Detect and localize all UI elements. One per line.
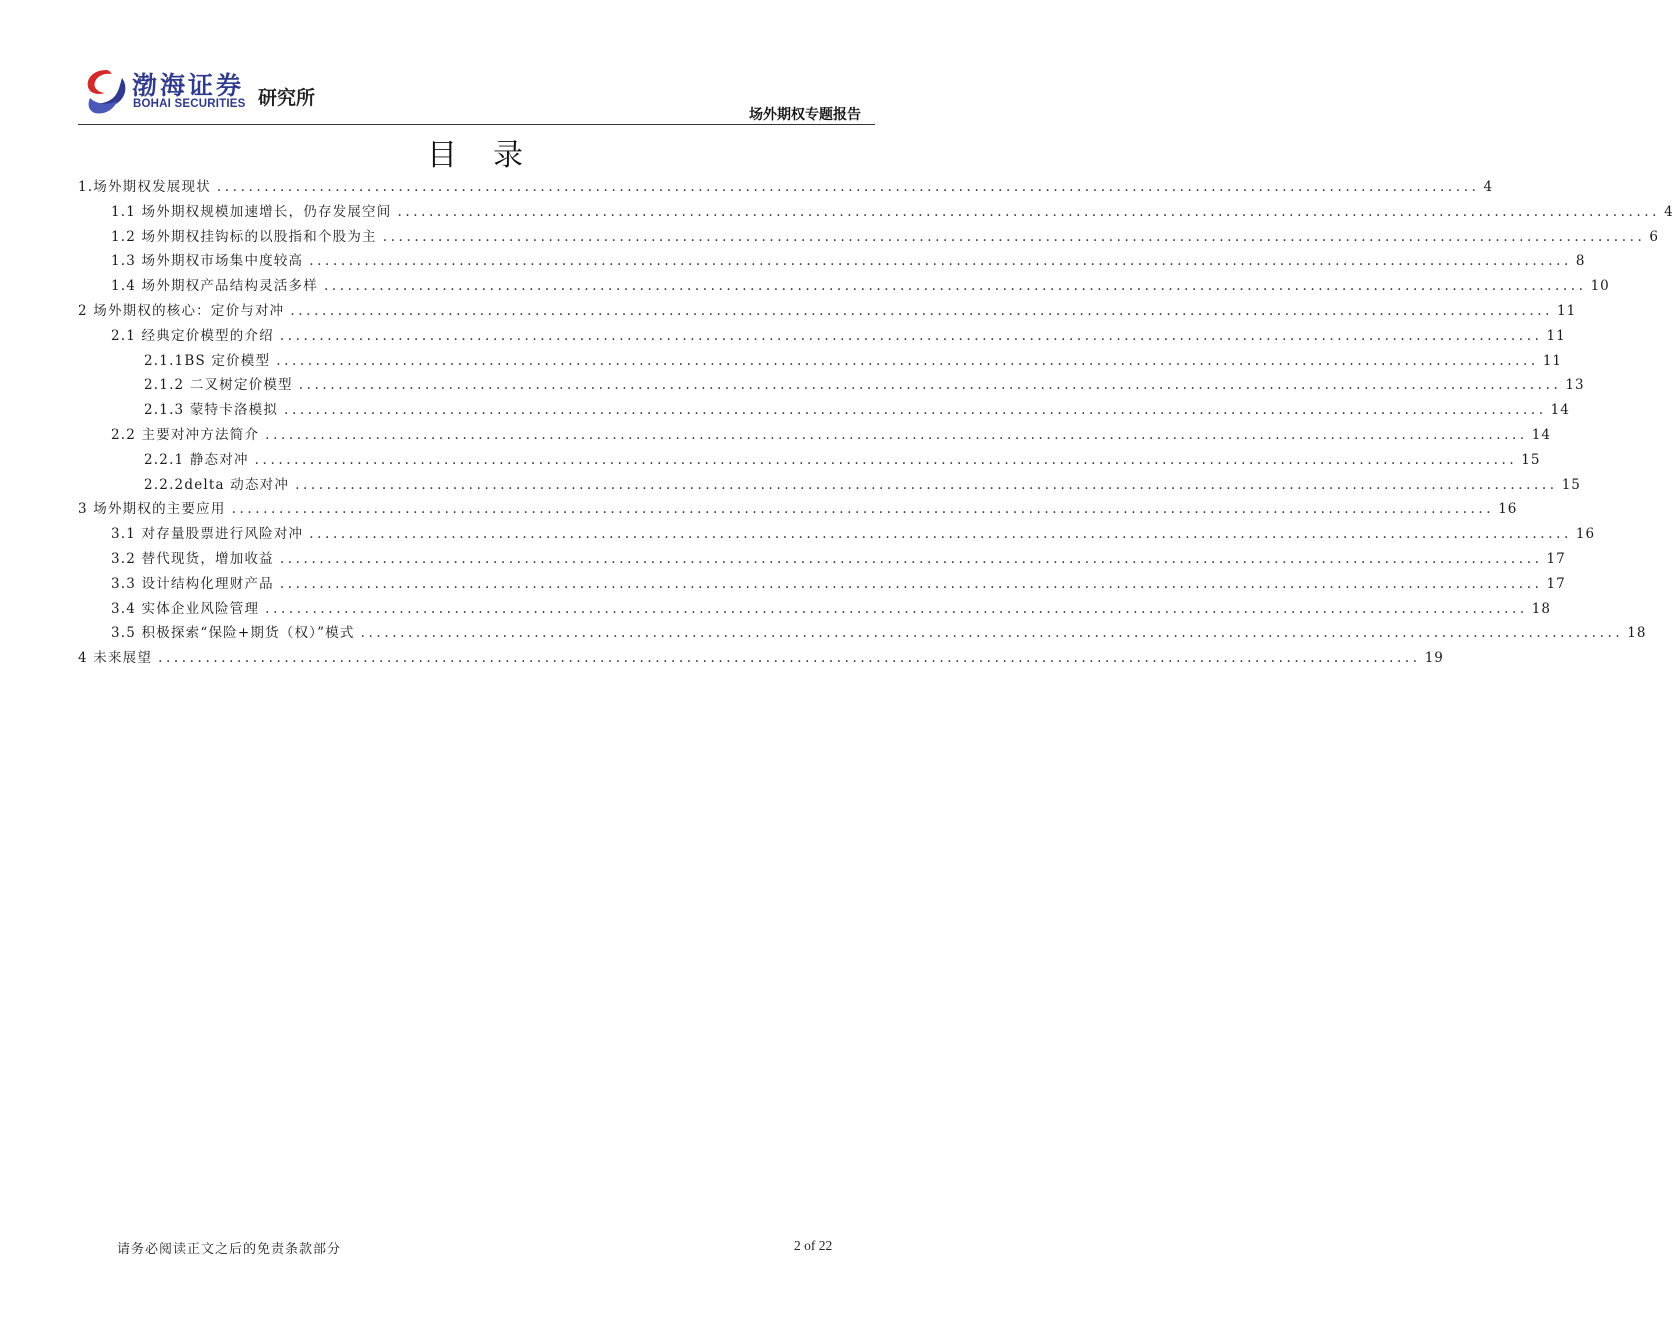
toc-entry[interactable]	[78, 324, 1566, 349]
toc-entry[interactable]	[78, 522, 1596, 547]
toc-entry-page: 17	[1546, 575, 1566, 592]
toc-entry[interactable]	[78, 473, 1581, 498]
toc-entry[interactable]	[78, 572, 1566, 597]
toc-entry-title: 4 未来展望	[78, 650, 153, 667]
toc-leader-dots: ................................................................................................................................................................	[323, 278, 1587, 295]
toc-entry-page: 18	[1627, 625, 1647, 642]
toc-entry[interactable]	[78, 175, 1494, 200]
toc-entry-title: 2 场外期权的核心：定价与对冲	[78, 302, 285, 319]
toc-entry[interactable]	[78, 398, 1570, 423]
toc-entry[interactable]	[78, 547, 1566, 572]
toc-entry-title: 2.2.2delta 动态对冲	[144, 476, 290, 493]
toc-title: 目录	[427, 138, 559, 173]
toc-leader-dots: ................................................................................................................................................................	[276, 352, 1539, 369]
toc-leader-dots: ................................................................................................................................................................	[231, 501, 1495, 518]
toc-leader-dots: ................................................................................................................................................................	[158, 650, 1421, 667]
toc-entry[interactable]	[78, 373, 1585, 398]
toc-entry[interactable]	[78, 497, 1518, 522]
toc-entry-title: 1.4 场外期权产品结构灵活多样	[111, 278, 318, 295]
toc-entry-title: 3.1 对存量股票进行风险对冲	[111, 526, 304, 543]
toc-entry-title: 1.2 场外期权挂钩标的以股指和个股为主	[111, 228, 377, 245]
toc-leader-dots: ................................................................................................................................................................	[265, 426, 1528, 443]
toc-entry-title: 1.1 场外期权规模加速增长，仍存发展空间	[111, 203, 392, 220]
toc-entry-page: 16	[1575, 526, 1596, 543]
toc-entry-title: 2.1.3 蒙特卡洛模拟	[144, 402, 279, 419]
toc-entry-page: 4	[1664, 203, 1674, 220]
toc-entry[interactable]	[78, 274, 1610, 299]
toc-leader-dots: ................................................................................................................................................................	[309, 253, 1572, 270]
toc-entry-page: 18	[1531, 600, 1551, 617]
toc-entry[interactable]	[78, 349, 1563, 374]
toc-entry[interactable]	[78, 225, 1659, 250]
toc-entry-page: 6	[1649, 228, 1659, 245]
toc-entry-page: 11	[1542, 352, 1563, 369]
toc-entry[interactable]	[78, 200, 1674, 225]
toc-entry-title: 2.1 经典定价模型的介绍	[111, 327, 274, 344]
toc-leader-dots: ................................................................................................................................................................	[284, 402, 1547, 419]
toc-entry-title: 3.4 实体企业风险管理	[111, 600, 260, 617]
page-header	[78, 64, 875, 126]
toc-entry-page: 10	[1590, 278, 1610, 295]
toc-leader-dots: ................................................................................................................................................................	[397, 203, 1661, 220]
toc-entry-page: 17	[1546, 550, 1566, 567]
page-indicator: 2 of 22	[794, 1238, 833, 1253]
toc-entry-title: 3.3 设计结构化理财产品	[111, 575, 274, 592]
toc-entry-page: 11	[1557, 302, 1577, 319]
toc-entry-page: 14	[1550, 402, 1570, 419]
brand-name-cn: 渤海证券	[132, 71, 245, 100]
institute-name: 研究所	[258, 87, 316, 109]
toc-leader-dots: ................................................................................................................................................................	[216, 179, 1480, 195]
toc-entry-title: 2.2 主要对冲方法简介	[111, 426, 260, 443]
toc-entry-page: 4	[1483, 179, 1494, 195]
toc-entry-page: 15	[1561, 476, 1581, 493]
toc-leader-dots: ................................................................................................................................................................	[298, 377, 1562, 394]
toc-leader-dots: ................................................................................................................................................................	[295, 476, 1558, 493]
toc-entry[interactable]	[78, 299, 1577, 324]
toc-entry-title: 2.2.1 静态对冲	[144, 451, 249, 468]
toc-entry-page: 8	[1575, 253, 1586, 270]
toc-entry[interactable]	[78, 423, 1551, 448]
toc-entry-title: 2.1.1BS 定价模型	[144, 352, 271, 369]
toc-leader-dots: ................................................................................................................................................................	[290, 302, 1553, 319]
toc-leader-dots: ................................................................................................................................................................	[279, 550, 1543, 567]
toc-leader-dots: ................................................................................................................................................................	[360, 625, 1624, 642]
bohai-logo-icon	[84, 68, 128, 116]
toc-entry-title: 2.1.2 二叉树定价模型	[144, 377, 293, 394]
toc-leader-dots: ................................................................................................................................................................	[279, 327, 1543, 344]
toc-leader-dots: ................................................................................................................................................................	[254, 451, 1518, 468]
toc-entry-page: 16	[1498, 501, 1518, 518]
toc-entry-title: 1.场外期权发展现状	[78, 179, 211, 195]
toc-entry-title: 3 场外期权的主要应用	[78, 501, 226, 518]
toc-entry[interactable]	[78, 646, 1444, 671]
toc-entry[interactable]	[78, 448, 1541, 473]
header-divider	[78, 124, 875, 125]
toc-entry-title: 3.5 积极探索“保险+期货（权）”模式	[111, 625, 355, 642]
toc-leader-dots: ................................................................................................................................................................	[382, 228, 1646, 245]
toc-entry-page: 13	[1565, 377, 1585, 394]
toc-entry-page: 14	[1531, 426, 1551, 443]
toc-entry[interactable]	[78, 621, 1647, 646]
toc-leader-dots: ................................................................................................................................................................	[265, 600, 1528, 617]
disclaimer-note: 请务必阅读正文之后的免责条款部分	[117, 1242, 342, 1257]
toc-entry-title: 3.2 替代现货，增加收益	[111, 550, 274, 567]
toc-leader-dots: ................................................................................................................................................................	[279, 575, 1543, 592]
toc-entry-page: 11	[1546, 327, 1566, 344]
toc-entry-page: 19	[1424, 650, 1444, 667]
report-type: 场外期权专题报告	[749, 107, 861, 123]
toc-entry[interactable]	[78, 249, 1586, 274]
brand-name-en: BOHAI SECURITIES	[133, 98, 246, 110]
toc-entry-title: 1.3 场外期权市场集中度较高	[111, 253, 304, 270]
toc-entry[interactable]	[78, 597, 1551, 622]
toc-entry-page: 15	[1521, 451, 1541, 468]
table-of-contents	[78, 175, 1674, 671]
toc-leader-dots: ................................................................................................................................................................	[309, 526, 1572, 543]
